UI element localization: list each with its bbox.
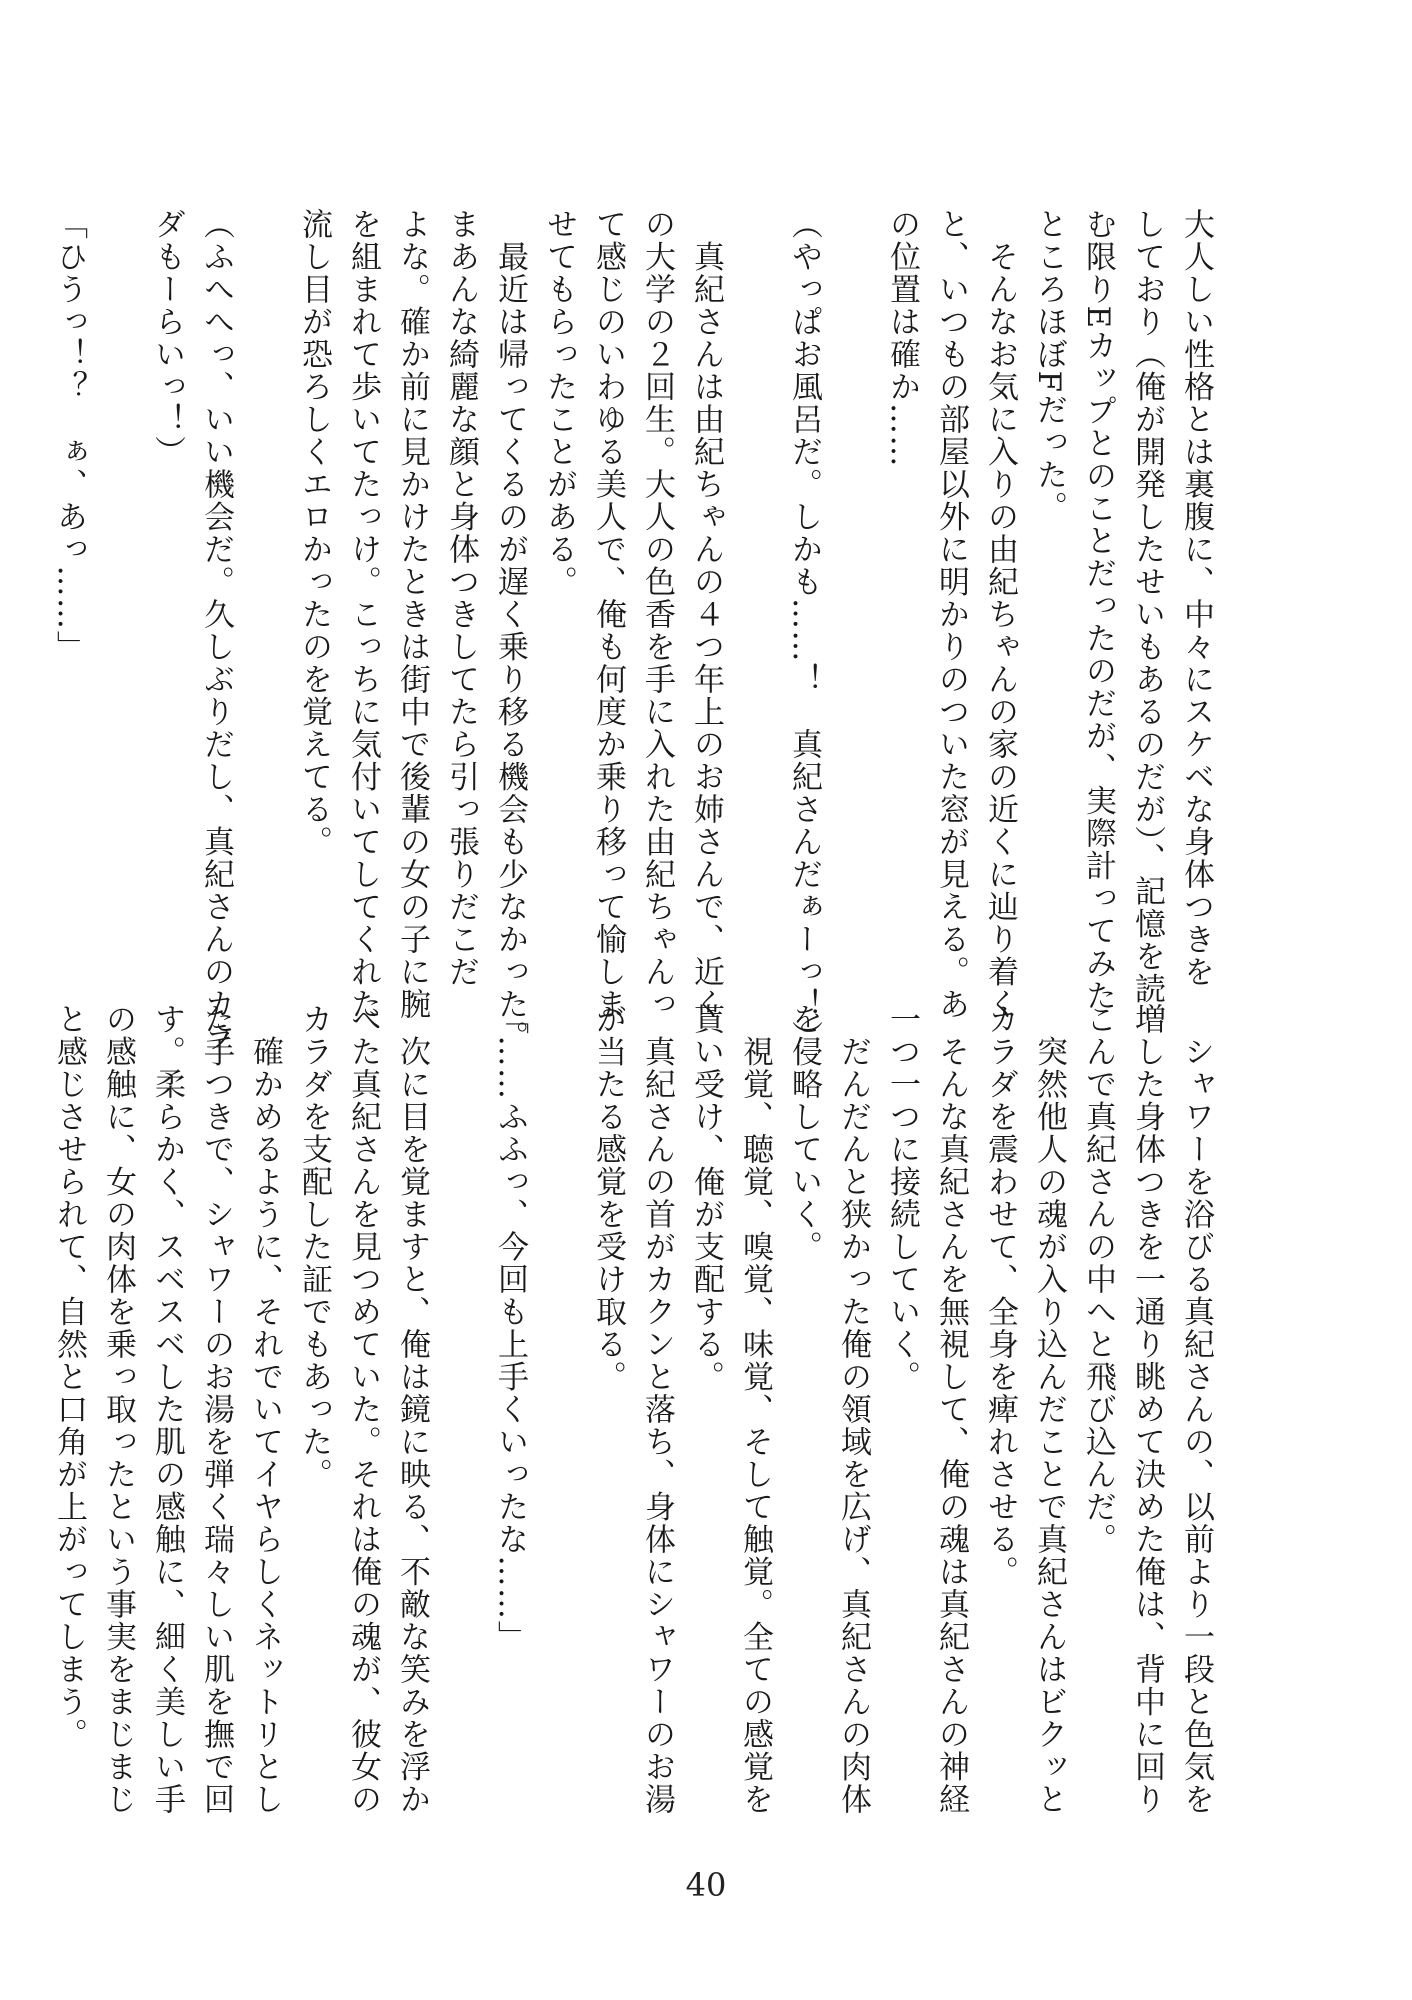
text-line xyxy=(534,1003,583,1773)
text-line: む限りEカップとのことだったのだが、実際計ってみた xyxy=(1080,208,1116,1013)
text-line: そんなお気に入りの由紀ちゃんの家の近くに辿り着く xyxy=(982,208,1018,1021)
text-line xyxy=(93,208,142,908)
text-line xyxy=(240,208,289,908)
text-line: 最近は帰ってくるのが遅く乗り移る機会も少なかった。 xyxy=(492,208,528,1053)
text-line xyxy=(730,208,779,908)
text-line: 増した身体つきを一通り眺めて決めた俺は、背中に回り xyxy=(1129,1003,1165,1816)
text-line: 真紀さんは由紀ちゃんの４つ年上のお姉さんで、近く xyxy=(688,208,724,1021)
text-line: 確かめるように、それでいてイヤらしくネットリとし xyxy=(247,1003,283,1816)
text-line: 視覚、聴覚、嗅覚、味覚、そして触覚。全ての感覚を xyxy=(737,1003,773,1816)
upper-text-block xyxy=(44,208,1220,1053)
lower-text-block xyxy=(44,1003,1220,1816)
text-line: だんだんと狭かった俺の領域を広げ、真紀さんの肉体 xyxy=(835,1003,871,1816)
text-line: の感触に、女の肉体を乗っ取ったという事実をまじまじ xyxy=(100,1003,136,1816)
text-line: シャワーを浴びる真紀さんの、以前より一段と色気を xyxy=(1178,1003,1214,1816)
text-line: て感じのいわゆる美人で、俺も何度か乗り移って愉しま xyxy=(590,208,626,1021)
text-line: しており（俺が開発したせいもあるのだが）、記憶を読 xyxy=(1129,208,1165,1005)
text-line: と、いつもの部屋以外に明かりのついた窓が見える。あ xyxy=(933,208,969,1021)
text-line: 「……ふふっ、今回も上手くいったな……」 xyxy=(492,1003,528,1653)
text-line: せてもらったことがある。 xyxy=(541,208,577,598)
text-line: 突然他人の魂が入り込んだことで真紀さんはビクッと xyxy=(1031,1003,1067,1816)
text-line: そんな真紀さんを無視して、俺の魂は真紀さんの神経 xyxy=(933,1003,969,1816)
page-number: 40 xyxy=(685,1866,727,1904)
text-line: た手つきで、シャワーのお湯を弾く瑞々しい肌を撫で回 xyxy=(198,1003,234,1816)
text-line: と感じさせられて、自然と口角が上がってしまう。 xyxy=(51,1003,87,1751)
text-line: 「ひうっ！？ ぁ、あっ……」 xyxy=(51,208,87,663)
text-line: 流し目が恐ろしくエロかったのを覚えてる。 xyxy=(296,208,332,858)
text-line: 一つ一つに接続していく。 xyxy=(884,1003,920,1393)
text-line: ダもーらいっ！） xyxy=(149,208,185,468)
text-line: を侵略していく。 xyxy=(786,1003,822,1263)
text-line: よな。確か前に見かけたときは街中で後輩の女の子に腕 xyxy=(394,208,430,1021)
text-line: ところほぼFだった。 xyxy=(1031,208,1067,524)
text-line: まあんな綺麗な顔と身体つきしてたら引っ張りだこだ xyxy=(443,208,479,988)
text-line: 次に目を覚ますと、俺は鏡に映る、不敵な笑みを浮か xyxy=(394,1003,430,1816)
text-line: の大学の２回生。大人の色香を手に入れた由紀ちゃんっ xyxy=(639,208,675,1021)
text-line: 貰い受け、俺が支配する。 xyxy=(688,1003,724,1393)
text-line: が当たる感覚を受け取る。 xyxy=(590,1003,626,1393)
text-line: 真紀さんの首がカクンと落ち、身体にシャワーのお湯 xyxy=(639,1003,675,1816)
text-line xyxy=(436,1003,485,1773)
text-line: べた真紀さんを見つめていた。それは俺の魂が、彼女の xyxy=(345,1003,381,1816)
text-line: を組まれて歩いてたっけ。こっちに気付いてしてくれた xyxy=(345,208,381,1021)
text-line: カラダを支配した証でもあった。 xyxy=(296,1003,332,1491)
text-line: カラダを震わせて、全身を痺れさせる。 xyxy=(982,1003,1018,1588)
text-line xyxy=(828,208,877,908)
text-line: 大人しい性格とは裏腹に、中々にスケベな身体つきを xyxy=(1178,208,1214,988)
text-line: す。柔らかく、スベスベした肌の感触に、細く美しい手 xyxy=(149,1003,185,1816)
text-line: の位置は確か…… xyxy=(884,208,920,468)
text-line: こんで真紀さんの中へと飛び込んだ。 xyxy=(1080,1003,1116,1556)
text-line: （ふへへっ、いい機会だ。久しぶりだし、真紀さんのカラ xyxy=(198,208,234,1053)
text-line: （やっぱお風呂だ。しかも……！ 真紀さんだぁーっ！） xyxy=(786,208,822,1053)
